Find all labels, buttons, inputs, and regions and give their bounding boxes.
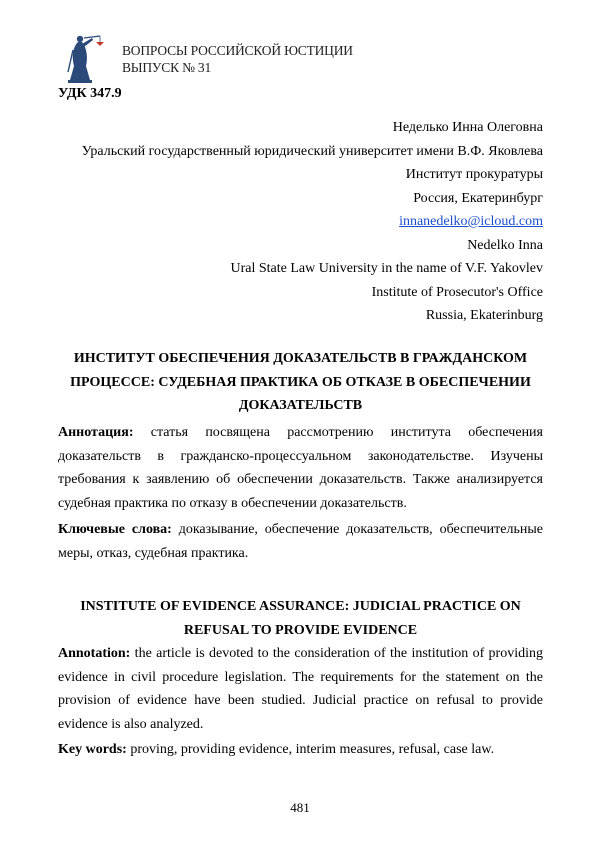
themis-justice-statue-icon bbox=[60, 30, 106, 84]
abstract-en-label: Annotation: bbox=[58, 646, 131, 661]
keywords-en-label: Key words: bbox=[58, 742, 127, 757]
title-en-line: INSTITUTE OF EVIDENCE ASSURANCE: JUDICIAL PRACTICE ON bbox=[80, 599, 521, 614]
keywords-ru-label: Ключевые слова: bbox=[58, 522, 172, 537]
udk-code: УДК 347.9 bbox=[58, 86, 122, 101]
author-university-ru: Уральский государственный юридический университет имени В.Ф. Яковлева bbox=[81, 143, 543, 159]
author-university-en: Ural State Law University in the name of V.F. Yakovlev bbox=[230, 261, 543, 276]
abstract-en bbox=[58, 642, 543, 736]
author-location-ru: Россия, Екатеринбург bbox=[413, 190, 543, 206]
abstract-ru bbox=[58, 421, 543, 515]
author-institute-en: Institute of Prosecutor's Office bbox=[371, 284, 543, 300]
journal-issue: ВЫПУСК № 31 bbox=[122, 60, 212, 75]
keywords-en-text: proving, providing evidence, interim measures, refusal, case law. bbox=[126, 742, 495, 757]
page-number: 481 bbox=[290, 800, 310, 815]
author-institute-ru: Институт прокуратуры bbox=[405, 167, 543, 182]
article-title-ru bbox=[58, 347, 543, 418]
title-ru-line: ИНСТИТУТ ОБЕСПЕЧЕНИЯ ДОКАЗАТЕЛЬСТВ В ГРАЖДАНСКОМ bbox=[73, 351, 528, 366]
journal-header bbox=[60, 30, 460, 85]
abstract-ru-label: Аннотация: bbox=[58, 425, 134, 440]
author-name-en: Nedelko Inna bbox=[467, 237, 543, 253]
author-name-ru: Неделько Инна Олеговна bbox=[392, 120, 543, 135]
author-location-en: Russia, Ekaterinburg bbox=[425, 308, 543, 323]
keywords-ru bbox=[58, 518, 543, 565]
title-ru-line: ДОКАЗАТЕЛЬСТВ bbox=[238, 398, 363, 413]
author-email-link[interactable]: innanedelko@icloud.com bbox=[399, 214, 543, 229]
abstract-en-text: the article is devoted to the consideration of the institution of providing evidence in civil procedure legislation. The requirements for the statement on the provision of evidence have been studied. Judicial practice on refusal to provide evidence is also analyzed. bbox=[58, 646, 543, 732]
author-info bbox=[43, 116, 543, 328]
article-title-en bbox=[58, 595, 543, 642]
title-en-line: REFUSAL TO PROVIDE EVIDENCE bbox=[183, 622, 418, 638]
journal-title bbox=[122, 42, 353, 76]
title-ru-line: ПРОЦЕССЕ: СУДЕБНАЯ ПРАКТИКА ОБ ОТКАЗЕ В ОБЕСПЕЧЕНИИ bbox=[70, 374, 531, 390]
keywords-ru-text: доказывание, обеспечение доказательств, обеспечительные меры, отказ, судебная практика. bbox=[58, 522, 543, 561]
journal-name: ВОПРОСЫ РОССИЙСКОЙ ЮСТИЦИИ bbox=[122, 43, 353, 58]
abstract-ru-text: статья посвящена рассмотрению института обеспечения доказательств в гражданско-процессуальном законодательстве. Изучены требования к заявлению об обеспечении доказательств. Также анализируется судебная практика по отказу в обеспечении доказательств. bbox=[58, 425, 543, 511]
keywords-en bbox=[58, 738, 543, 762]
